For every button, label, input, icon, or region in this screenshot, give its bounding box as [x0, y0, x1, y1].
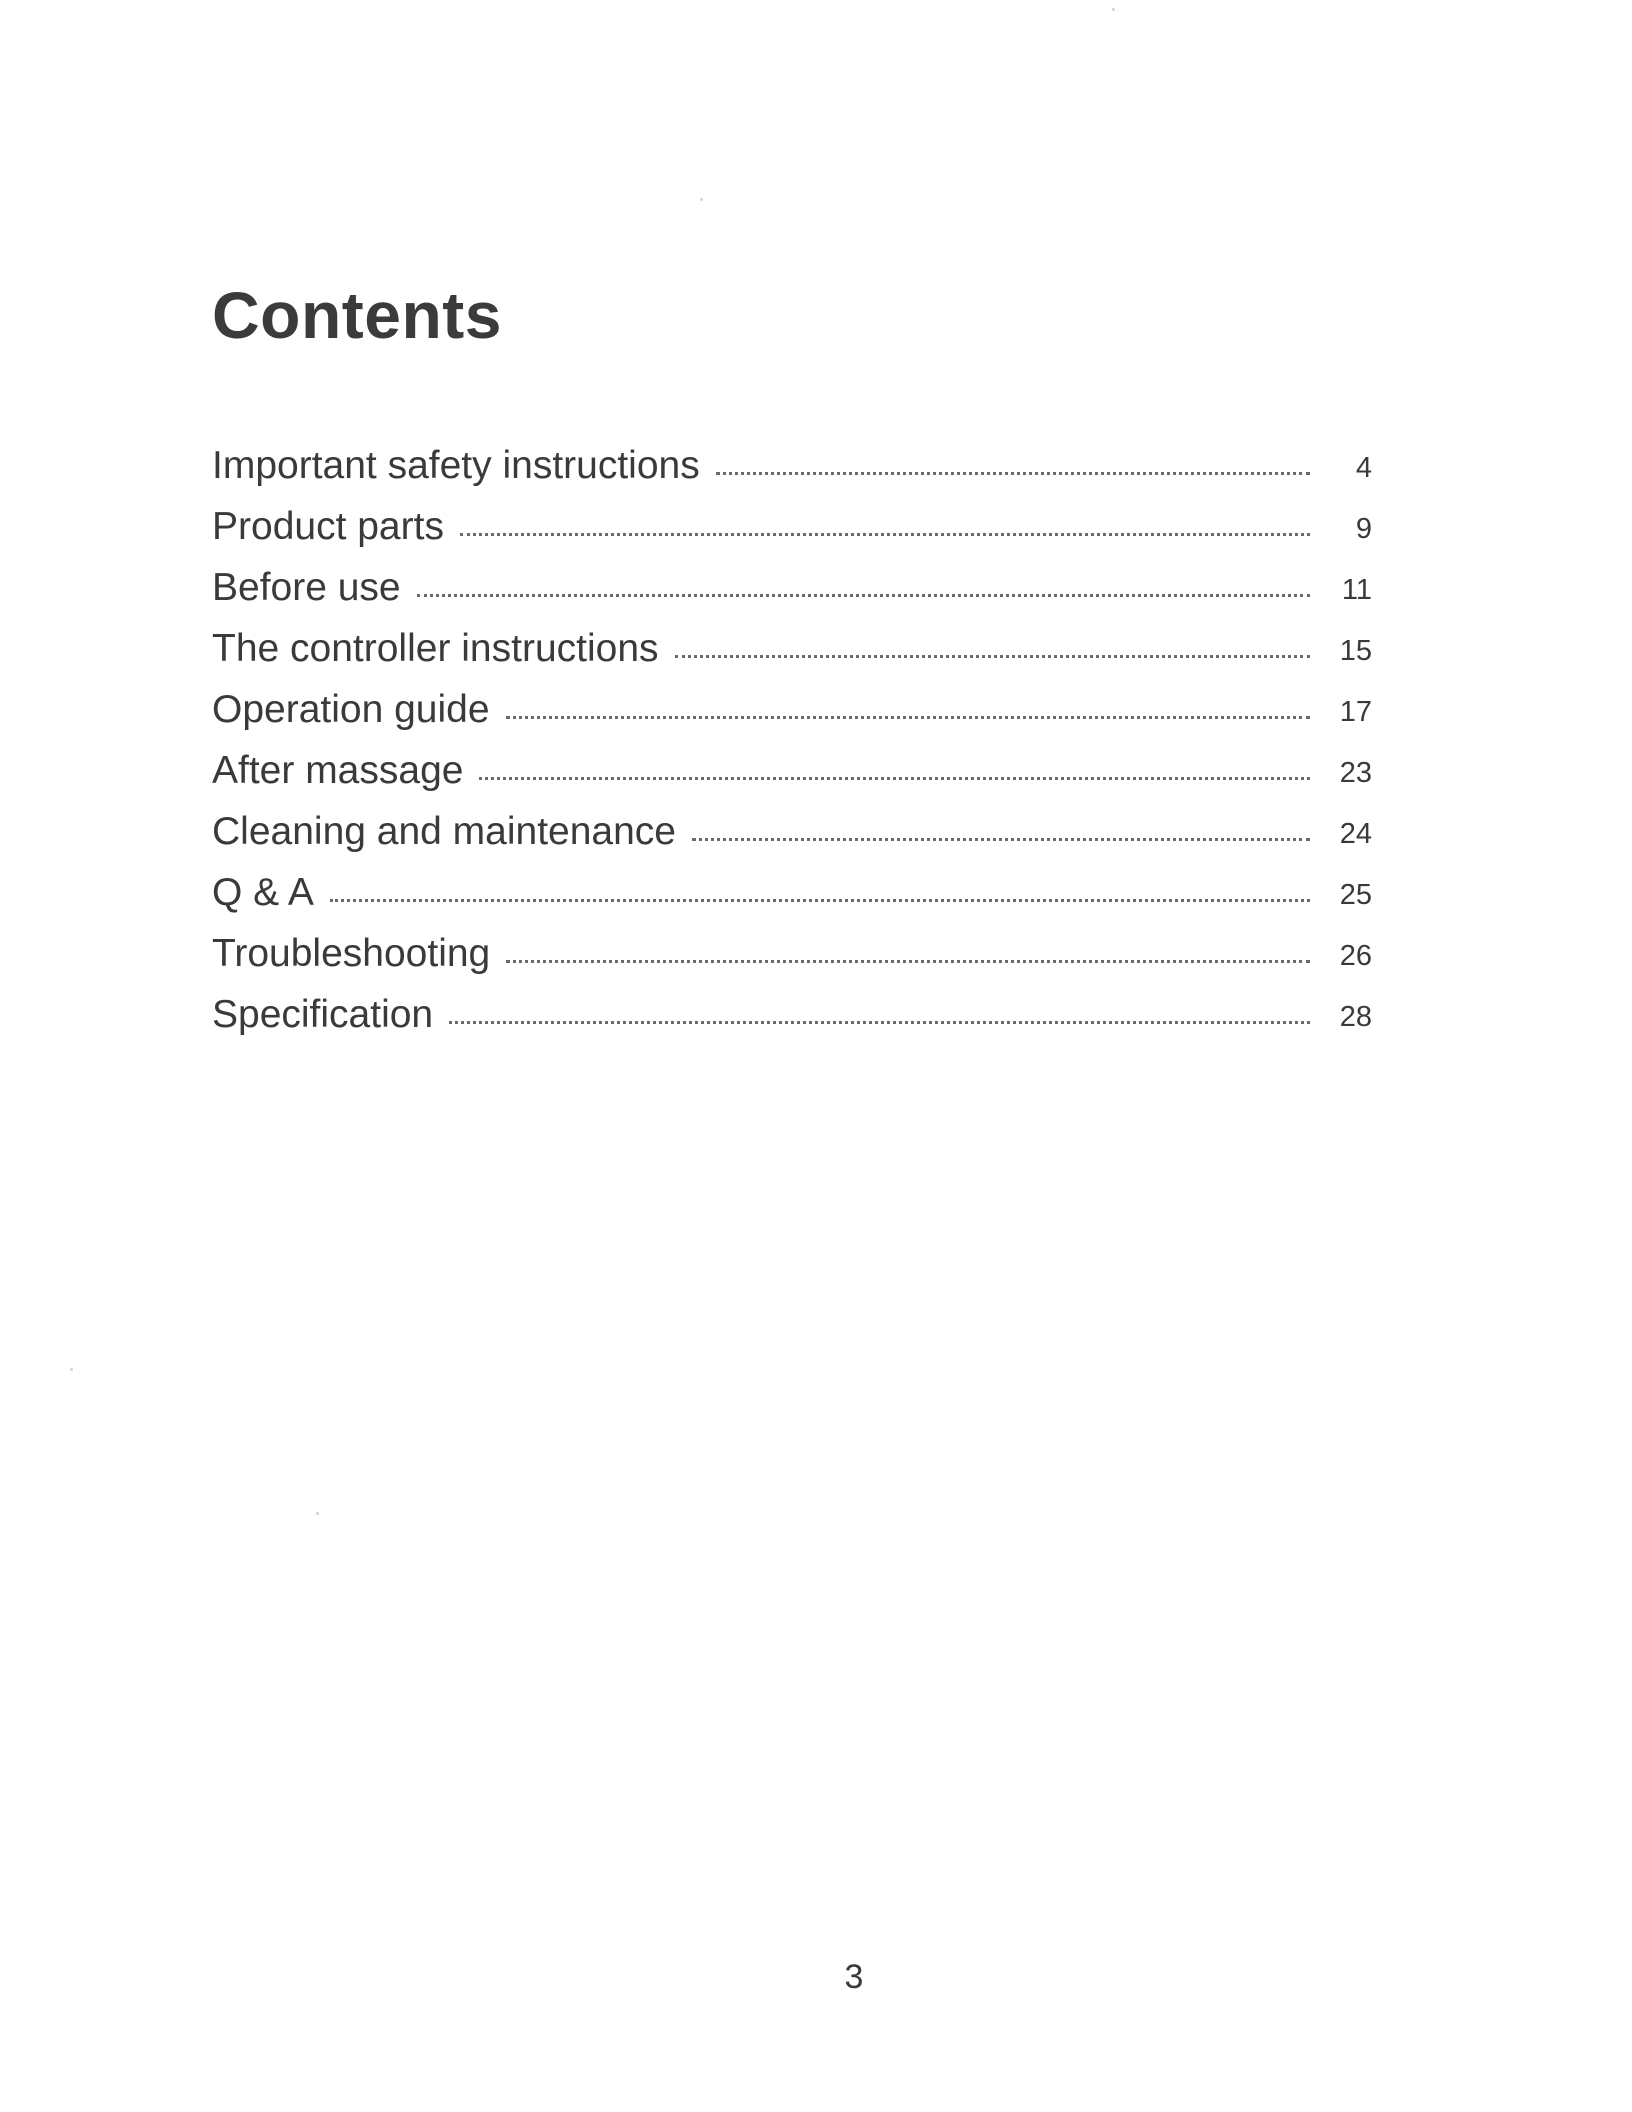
toc-entry-label: After massage: [212, 749, 464, 792]
toc-entry[interactable]: [212, 735, 1372, 796]
toc-entry[interactable]: [212, 979, 1372, 1040]
toc-entry[interactable]: [212, 674, 1372, 735]
toc-dot-leader: [716, 472, 1310, 475]
toc-entry-page: 15: [1339, 635, 1372, 667]
toc-entry-page: 24: [1339, 818, 1372, 850]
toc-entry-page: 26: [1339, 940, 1372, 972]
toc-dot-leader: [449, 1021, 1310, 1024]
toc-entry[interactable]: [212, 552, 1372, 613]
toc-entry-page: 11: [1341, 574, 1372, 606]
toc-entry[interactable]: [212, 796, 1372, 857]
toc-entry[interactable]: [212, 430, 1372, 491]
toc-entry[interactable]: [212, 613, 1372, 674]
page-title: Contents: [212, 278, 502, 352]
toc-dot-leader: [417, 594, 1310, 597]
toc-entry-label: Cleaning and maintenance: [212, 810, 677, 853]
toc-dot-leader: [460, 533, 1310, 536]
toc-entry-label: Operation guide: [212, 688, 490, 731]
toc-dot-leader: [692, 838, 1310, 841]
toc-entry-page: 23: [1339, 757, 1372, 789]
toc-dot-leader: [330, 899, 1310, 902]
toc-entry-label: Product parts: [212, 505, 444, 548]
toc-entry[interactable]: [212, 857, 1372, 918]
page-number: 3: [844, 1958, 864, 1996]
toc-dot-leader: [675, 655, 1310, 658]
toc-entry-page: 17: [1339, 696, 1372, 728]
toc-entry-page: 25: [1339, 879, 1372, 911]
toc-entry-label: Before use: [212, 566, 401, 609]
scan-speck: [316, 1512, 319, 1515]
toc-entry-page: 28: [1339, 1001, 1372, 1033]
table-of-contents: [212, 430, 1372, 1040]
toc-entry-page: 9: [1355, 513, 1372, 545]
toc-entry-label: Q & A: [212, 871, 314, 914]
toc-entry-page: 4: [1355, 452, 1372, 484]
scan-speck: [1112, 8, 1115, 11]
toc-entry[interactable]: [212, 491, 1372, 552]
toc-dot-leader: [479, 777, 1310, 780]
toc-entry-label: The controller instructions: [212, 627, 659, 670]
toc-entry-label: Troubleshooting: [212, 932, 491, 975]
toc-entry-label: Important safety instructions: [212, 444, 700, 487]
toc-dot-leader: [506, 960, 1310, 963]
toc-entry[interactable]: [212, 918, 1372, 979]
toc-dot-leader: [506, 716, 1310, 719]
toc-entry-label: Specification: [212, 993, 434, 1036]
scan-speck: [70, 1368, 73, 1371]
scan-speck: [700, 198, 703, 201]
